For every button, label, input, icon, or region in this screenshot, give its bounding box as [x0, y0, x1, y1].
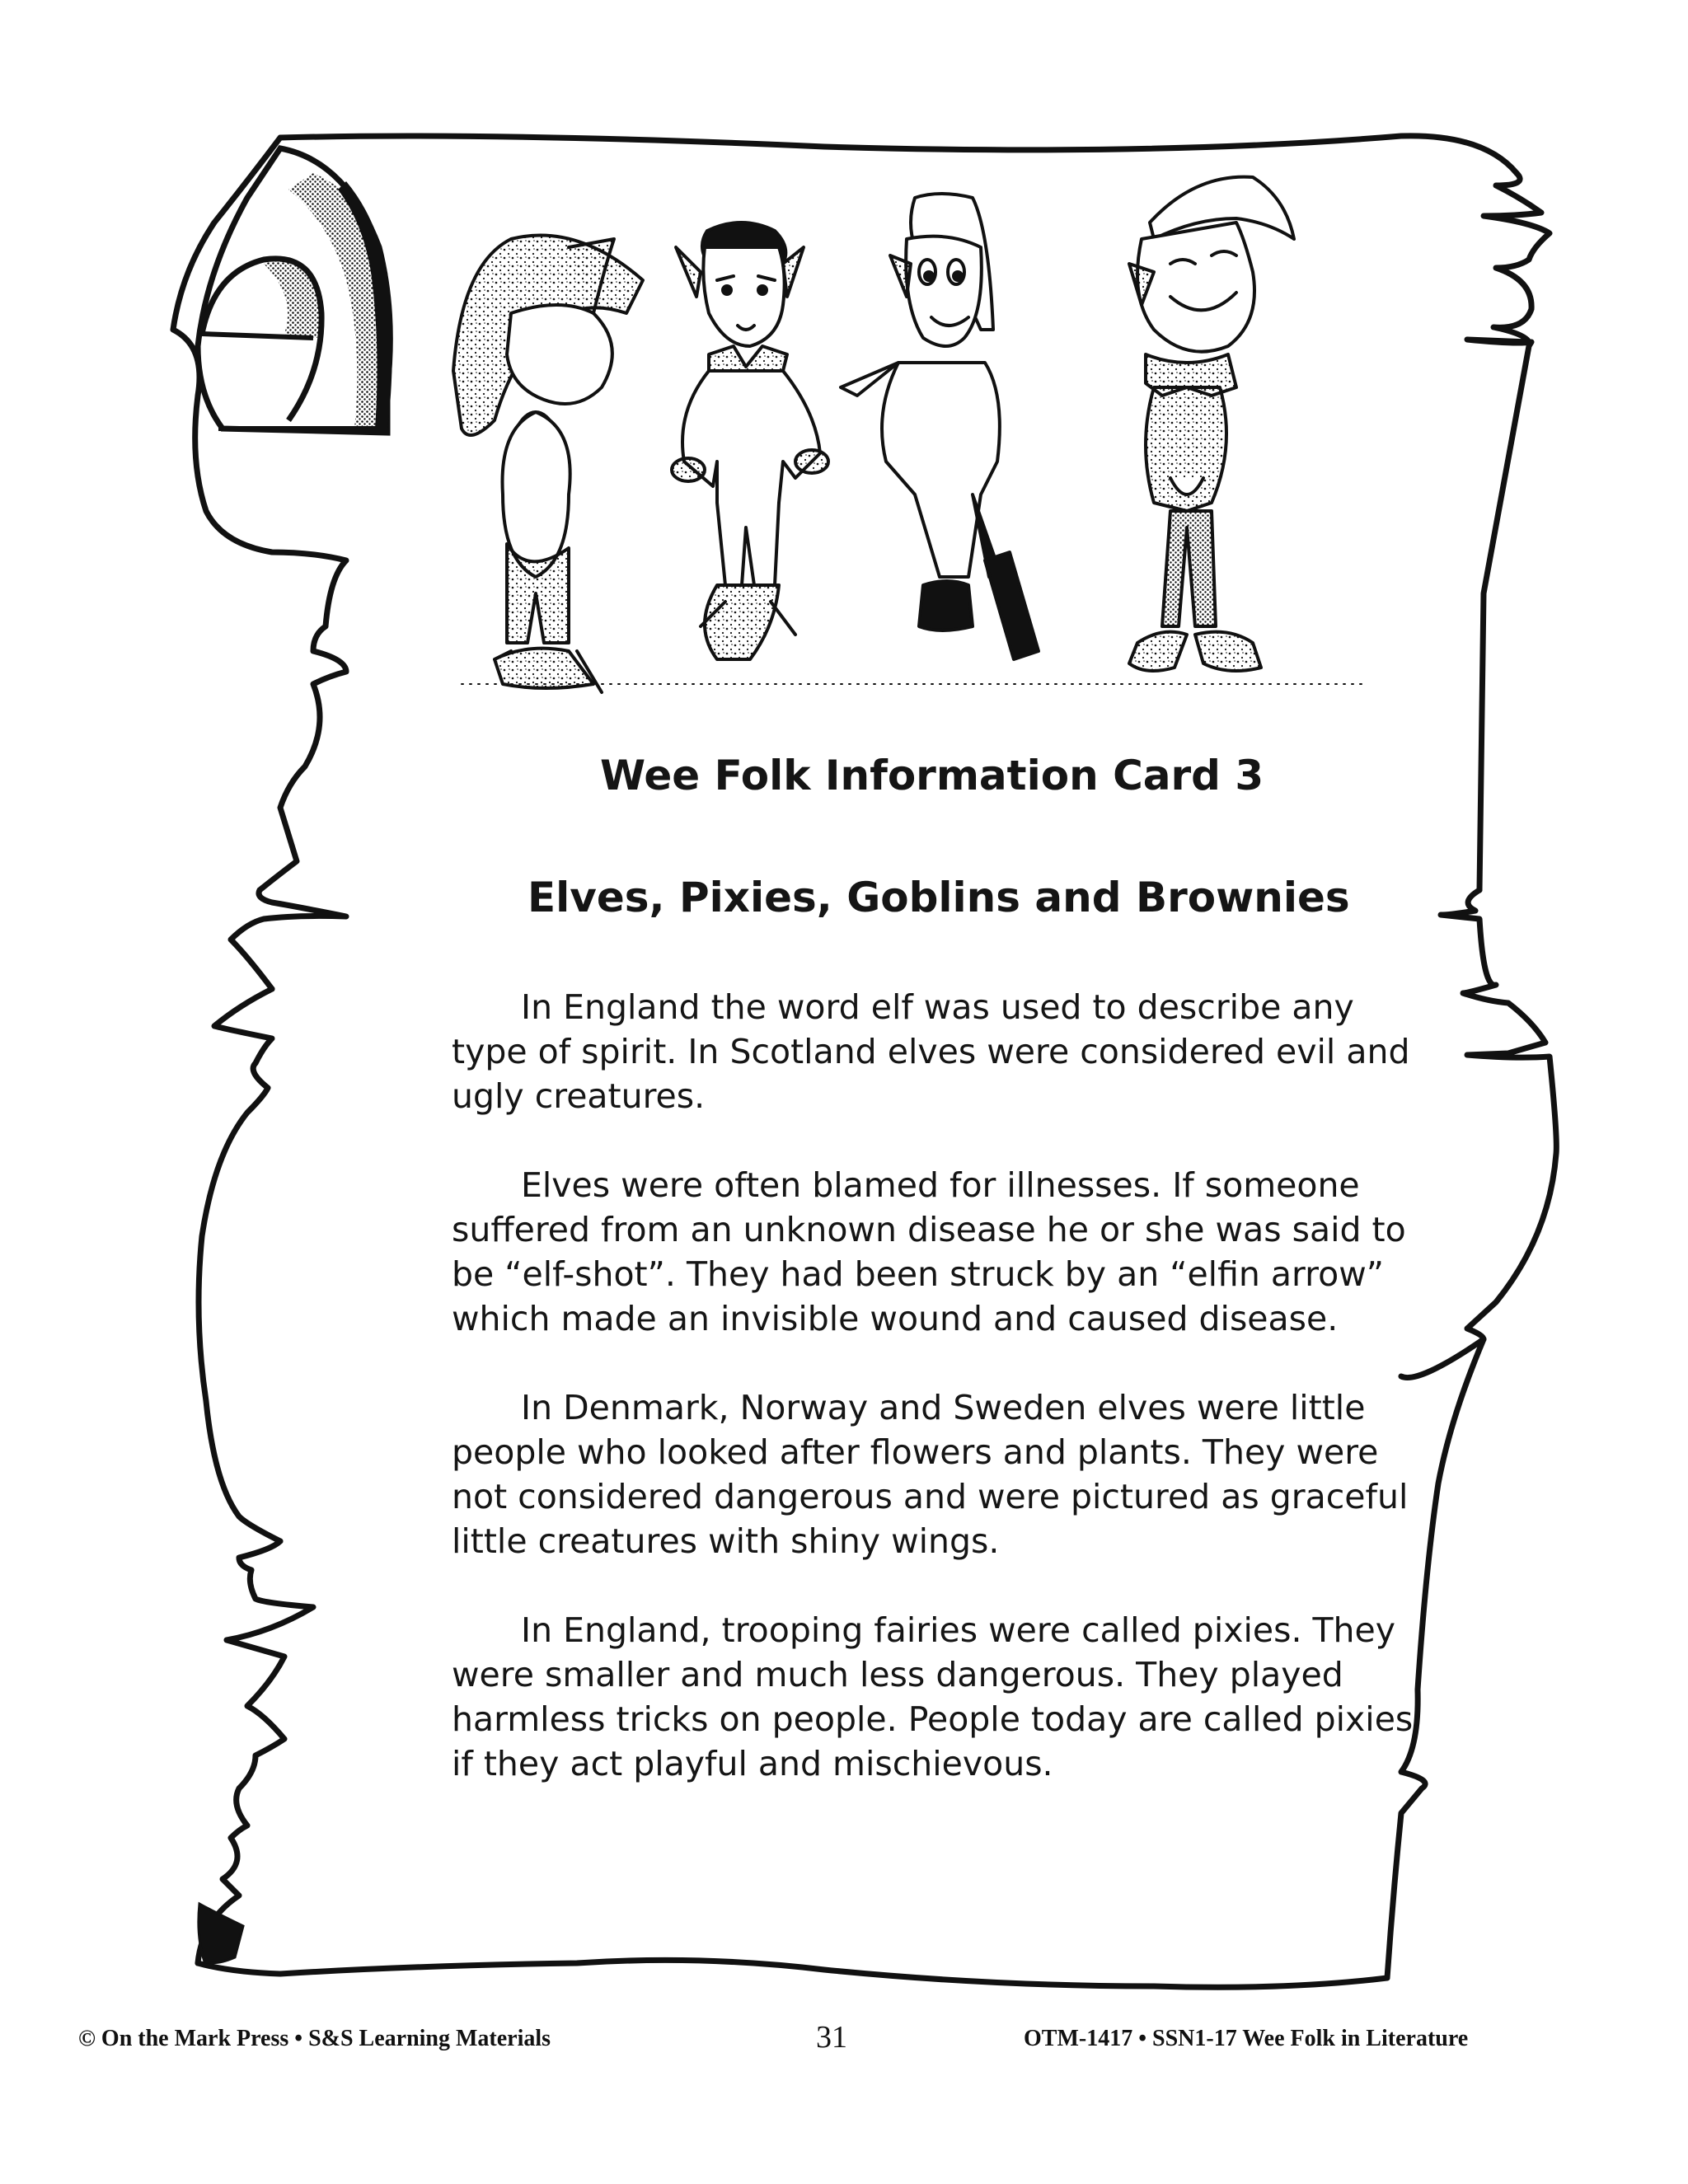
- footer-product-code: OTM-1417 • SSN1-17 Wee Folk in Literature: [1024, 2026, 1469, 2051]
- brownie-character: [1129, 177, 1294, 671]
- pixie-character: [841, 194, 1039, 659]
- wee-folk-illustration: [453, 177, 1368, 692]
- paragraph-elf-shot: Elves were often blamed for illnesses. If someone suffered from an unknown disease he or she was said to be “elf-shot”. They had been struck by an “elfin arrow” which made an invisible wound and caused disease.: [452, 1165, 1406, 1338]
- card-body: [452, 985, 1416, 1830]
- goblin-character: [672, 223, 828, 659]
- paragraph-pixies: In England, trooping fairies were called pixies. They were smaller and much less dangerous. They played harmless tricks on people. People today are called pixies if they act playful and mischievous.: [452, 1610, 1414, 1783]
- elf-character: [453, 236, 643, 692]
- card-subtitle: Elves, Pixies, Goblins and Brownies: [528, 873, 1350, 921]
- paragraph-scandinavian-elves: In Denmark, Norway and Sweden elves were little people who looked after flowers and plants. They were not considered dangerous and were pictured as graceful little creatures with shiny wings.: [452, 1388, 1409, 1561]
- scroll-roll: [198, 148, 392, 433]
- paragraph-elf-definition: In England the word elf was used to describe any type of spirit. In Scotland elves were considered evil and ugly creatures.: [452, 987, 1410, 1116]
- footer-page-number: 31: [816, 2020, 847, 2055]
- card-title: Wee Folk Information Card 3: [600, 751, 1264, 799]
- footer-publisher: © On the Mark Press • S&S Learning Materials: [78, 2026, 551, 2051]
